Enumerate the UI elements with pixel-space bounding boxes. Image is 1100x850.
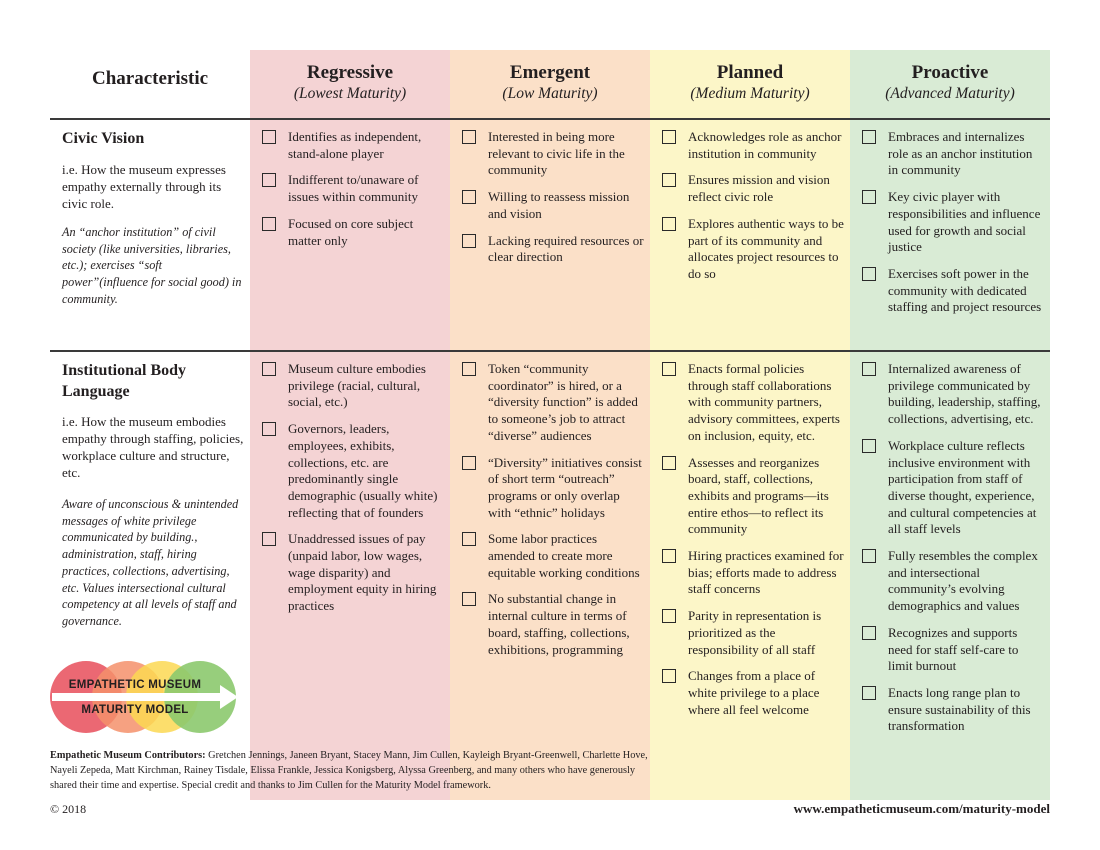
- row-note: Aware of unconscious & unintended messages of white privilege communicated by building., administration, staff, hiring practices, collections, advertising, etc. Values intersectional cultural competency at all levels of staff and governance.: [62, 497, 239, 628]
- checklist-item: [662, 608, 844, 658]
- item-text: Hiring practices examined for bias; efforts made to address staff concerns: [688, 548, 844, 597]
- checkbox[interactable]: [462, 592, 476, 606]
- checkbox[interactable]: [862, 686, 876, 700]
- checklist-item: [862, 685, 1044, 735]
- item-text: Assesses and reorganizes board, staff, collections, exhibits and programs—its entire ethos—to reflect its community: [688, 454, 829, 537]
- item-text: Ensures mission and vision reflect civic role: [688, 172, 830, 205]
- header-divider: [50, 118, 1050, 120]
- checkbox[interactable]: [262, 130, 276, 144]
- checklist-item: [662, 172, 844, 205]
- item-text: Identifies as independent, stand-alone player: [288, 129, 422, 161]
- column-header-emergent: [450, 61, 650, 103]
- checklist-item: [862, 266, 1044, 316]
- row-description: i.e. How the museum embodies empathy through staffing, policies, workplace culture and structure, etc.: [62, 414, 244, 480]
- item-text: Enacts formal policies through staff collaborations with community partners, advisory committees, experts on inclusion, equity, etc.: [688, 361, 840, 443]
- checkbox[interactable]: [862, 549, 876, 563]
- column-subtitle: (Medium Maturity): [690, 85, 810, 102]
- logo-graphic: [50, 657, 240, 737]
- item-text: Willing to reassess mission and vision: [488, 189, 630, 221]
- checklist-item: [262, 129, 444, 162]
- contributors-list: Gretchen Jennings, Janeen Bryant, Stacey Mann, Jim Cullen, Kayleigh Bryant-Greenwell, Charlette Hove, Nayeli Zepeda, Matt Kirchman, Rainey Tisdale, Elissa Frankle, Jessica Konigsberg, Alyssa Greenberg, and many others who have generously shared their time and expertise. Special credit and thanks to Jim Cullen for the Maturity Model framework.: [50, 750, 648, 791]
- checkbox[interactable]: [262, 217, 276, 231]
- item-text: Enacts long range plan to ensure sustainability of this transformation: [888, 684, 1031, 734]
- cell-civic-emergent: [462, 129, 644, 276]
- contributors-label: Empathetic Museum Contributors:: [50, 750, 206, 761]
- item-text: Some labor practices amended to create more equitable working conditions: [488, 531, 640, 580]
- column-title: Emergent: [509, 62, 591, 83]
- checklist-item: [462, 531, 644, 581]
- checkbox[interactable]: [662, 362, 676, 376]
- item-text: Lacking required resources or clear direction: [488, 232, 644, 265]
- checklist-item: [862, 625, 1044, 675]
- cell-civic-regressive: [262, 129, 444, 259]
- item-text: Focused on core subject matter only: [288, 215, 414, 248]
- item-text: Changes from a place of white privilege to a place where all feel welcome: [688, 668, 820, 717]
- column-header-proactive: [850, 61, 1050, 103]
- item-text: Parity in representation is prioritized as the responsibility of all staff: [688, 608, 822, 657]
- checkbox[interactable]: [862, 362, 876, 376]
- checklist-item: [262, 531, 444, 615]
- row-title-civic-vision: Civic Vision: [62, 130, 145, 147]
- checklist-item: [262, 421, 444, 521]
- item-text: Unaddressed issues of pay (unpaid labor, low wages, wage disparity) and employment equity in hiring practices: [288, 531, 437, 614]
- checklist-item: [862, 361, 1044, 428]
- row-note: An “anchor institution” of civil society (like universities, libraries, etc.); exercises “soft power”(influence for social good) in community.: [62, 225, 242, 306]
- item-text: Acknowledges role as anchor institution in community: [688, 129, 842, 161]
- checklist-item: [462, 361, 644, 445]
- checkbox[interactable]: [862, 130, 876, 144]
- checklist-item: [262, 216, 444, 249]
- copyright: © 2018: [50, 802, 87, 816]
- column-header-regressive: [250, 61, 450, 103]
- checklist-item: [862, 438, 1044, 538]
- item-text: No substantial change in internal culture in terms of board, staffing, collections, exhibitions, programming: [488, 591, 630, 657]
- contributors-credits: [50, 748, 650, 793]
- checklist-item: [662, 129, 844, 162]
- item-text: Interested in being more relevant to civic life in the community: [488, 129, 625, 178]
- column-title: Planned: [716, 62, 784, 83]
- column-subtitle: (Lowest Maturity): [293, 85, 407, 102]
- checklist-item: [662, 216, 844, 283]
- checkbox[interactable]: [662, 669, 676, 683]
- item-text: Key civic player with responsibilities and influence used for growth and social justice: [888, 189, 1041, 255]
- item-text: Internalized awareness of privilege communicated by building, leadership, staffing, collections, advertising, etc.: [888, 361, 1041, 427]
- item-text: Workplace culture reflects inclusive environment with participation from staff of diverse thought, experience, and cultural competencies at all staff levels: [888, 437, 1037, 537]
- row-description: i.e. How the museum expresses empathy externally through its civic role.: [62, 162, 226, 211]
- checkbox[interactable]: [262, 362, 276, 376]
- checkbox[interactable]: [262, 532, 276, 546]
- item-text: Governors, leaders, employees, exhibits, collections, etc. are predominantly single demographic (usually white) reflecting that of founders: [288, 421, 438, 520]
- item-text: Indifferent to/unaware of issues within community: [288, 172, 419, 205]
- checkbox[interactable]: [662, 130, 676, 144]
- checkbox[interactable]: [462, 190, 476, 204]
- row-divider: [50, 350, 1050, 352]
- item-text: Fully resembles the complex and intersectional community’s evolving demographics and values: [888, 548, 1038, 614]
- column-title: Proactive: [911, 62, 989, 83]
- checkbox[interactable]: [462, 362, 476, 376]
- cell-body-emergent: [462, 361, 644, 668]
- column-header-planned: [650, 61, 850, 103]
- checkbox[interactable]: [662, 217, 676, 231]
- cell-civic-planned: [662, 129, 844, 293]
- checklist-item: [462, 591, 644, 658]
- checklist-item: [662, 668, 844, 718]
- checklist-item: [862, 129, 1044, 179]
- cell-civic-proactive: [862, 129, 1044, 326]
- cell-body-proactive: [862, 361, 1044, 745]
- characteristic-header: Characteristic: [91, 68, 209, 89]
- checkbox[interactable]: [462, 456, 476, 470]
- item-text: “Diversity” initiatives consist of short term “outreach” programs or only overlap with “ethnic” holidays: [488, 454, 642, 520]
- checkbox[interactable]: [262, 173, 276, 187]
- column-subtitle: (Advanced Maturity): [885, 85, 1015, 102]
- row-title-institutional-body-language: Institutional Body Language: [62, 362, 187, 400]
- column-subtitle: (Low Maturity): [502, 85, 598, 102]
- checklist-item: [262, 172, 444, 205]
- checkbox[interactable]: [662, 456, 676, 470]
- checklist-item: [462, 233, 644, 266]
- checklist-item: [662, 361, 844, 445]
- checklist-item: [662, 548, 844, 598]
- checkbox[interactable]: [462, 532, 476, 546]
- checkbox[interactable]: [662, 549, 676, 563]
- checkbox[interactable]: [662, 173, 676, 187]
- checklist-item: [262, 361, 444, 411]
- checkbox[interactable]: [862, 626, 876, 640]
- checklist-item: [462, 455, 644, 522]
- item-text: Museum culture embodies privilege (racial, cultural, social, etc.): [288, 361, 426, 410]
- checklist-item: [862, 548, 1044, 615]
- cell-body-planned: [662, 361, 844, 728]
- checkbox[interactable]: [862, 190, 876, 204]
- logo-text-line1: EMPATHETIC MUSEUM: [68, 679, 202, 691]
- logo-text-line2: MATURITY MODEL: [81, 704, 189, 716]
- checklist-item: [462, 129, 644, 179]
- item-text: Recognizes and supports need for staff self-care to limit burnout: [888, 624, 1019, 674]
- item-text: Embraces and internalizes role as an anchor institution in community: [888, 129, 1033, 178]
- checklist-item: [662, 455, 844, 539]
- checkbox[interactable]: [262, 422, 276, 436]
- checkbox[interactable]: [862, 439, 876, 453]
- item-text: Token “community coordinator” is hired, or a “diversity function” is added to someone’s job to attract “diverse” audiences: [488, 361, 638, 443]
- checkbox[interactable]: [462, 130, 476, 144]
- empathetic-museum-logo: [50, 657, 240, 737]
- cell-body-regressive: [262, 361, 444, 625]
- item-text: Exercises soft power in the community with dedicated staffing and project resources: [888, 265, 1042, 315]
- item-text: Explores authentic ways to be part of its community and allocates project resources to do so: [688, 215, 844, 281]
- checklist-item: [862, 189, 1044, 256]
- checkbox[interactable]: [462, 234, 476, 248]
- checkbox[interactable]: [862, 267, 876, 281]
- checkbox[interactable]: [662, 609, 676, 623]
- checklist-item: [462, 189, 644, 222]
- website-link[interactable]: www.empatheticmuseum.com/maturity-model: [793, 801, 1050, 816]
- column-title: Regressive: [306, 62, 394, 83]
